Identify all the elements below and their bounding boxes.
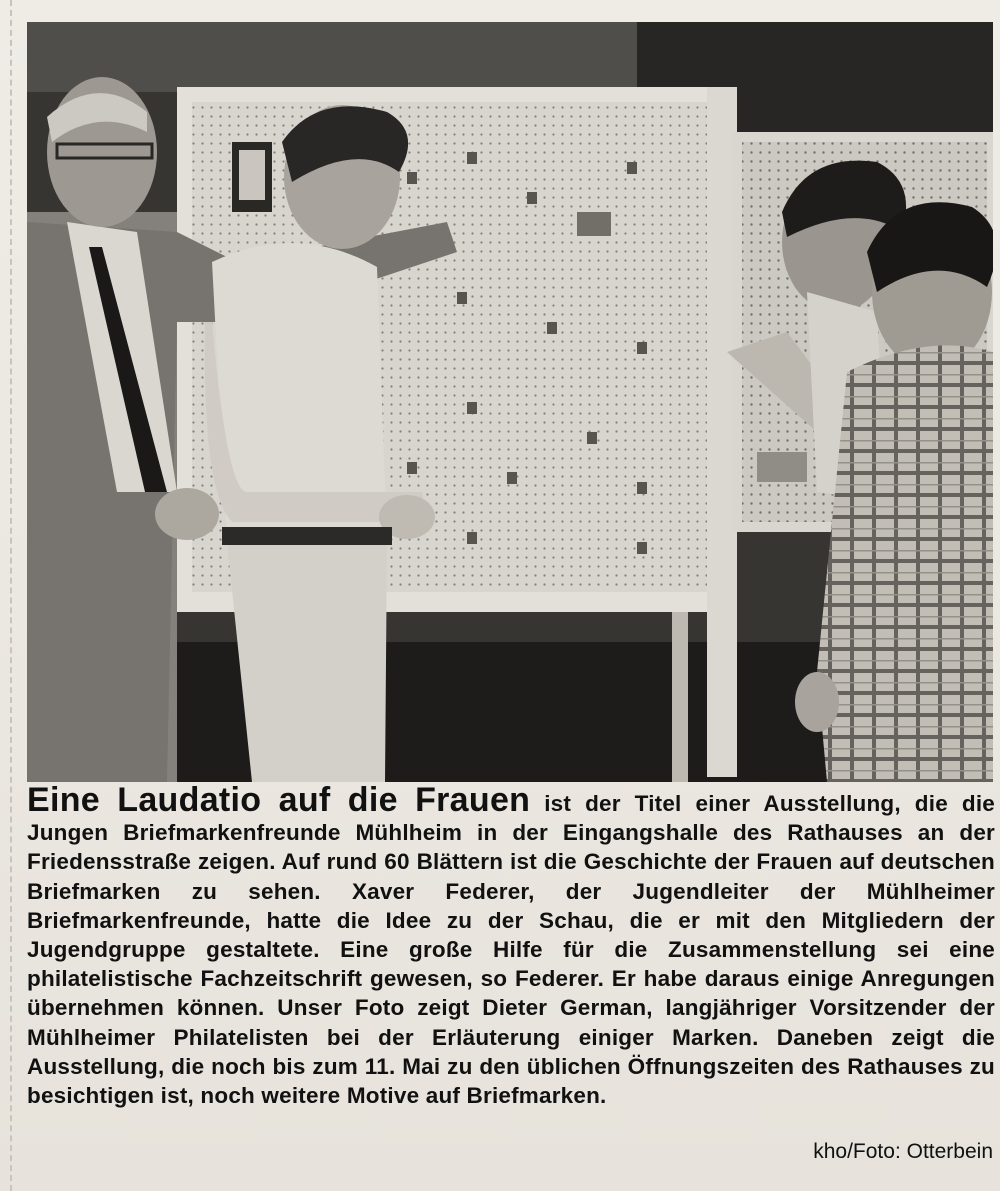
photo-credit: kho/Foto: Otterbein <box>813 1140 993 1163</box>
article-caption <box>27 781 995 1110</box>
article-body: ist der Titel einer Ausstellung, die die Jungen Briefmarkenfreunde Mühlheim in der Eingangshalle des Rathauses an der Friedensstraße zeigen. Auf rund 60 Blättern ist die Geschichte der Frauen auf deutschen Briefmarken zu sehen. Xaver Federer, der Jugendleiter der Mühlheimer Briefmarkenfreunde, hatte die Idee zu der Schau, die er mit den Mitgliedern der Jugendgruppe gestaltete. Eine große Hilfe für die Zusammenstellung sei eine philatelistische Fachzeitschrift gewesen, so Federer. Er habe daraus einige Anregungen übernehmen können. Unser Foto zeigt Dieter German, langjähriger Vorsitzender der Mühlheimer Philatelisten bei der Erläuterung einiger Marken. Daneben zeigt die Ausstellung, die noch bis zum 11. Mai zu den üblichen Öffnungszeiten des Rathauses zu besichtigen ist, noch weitere Motive auf Briefmarken. <box>27 791 995 1109</box>
torn-edge <box>0 0 12 1191</box>
news-photo <box>27 22 993 782</box>
article-headline: Eine Laudatio auf die Frauen <box>27 781 531 819</box>
